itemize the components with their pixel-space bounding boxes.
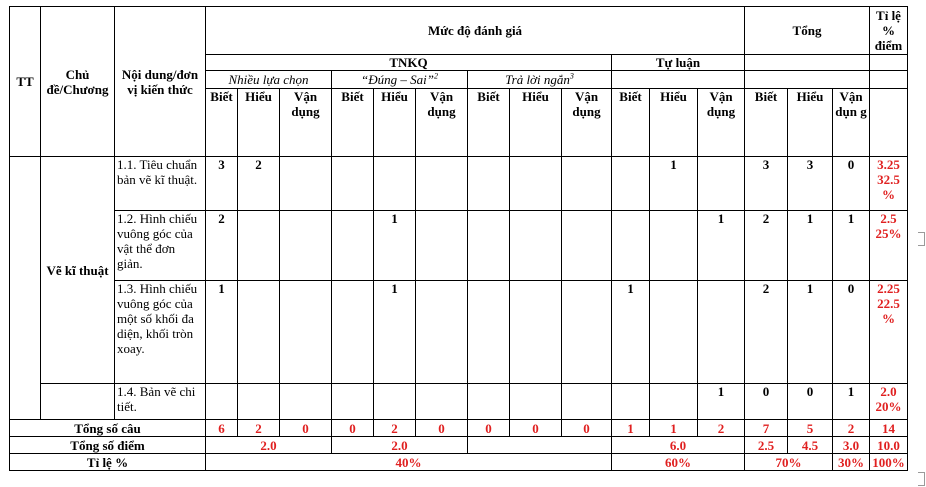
total-count-cell: 0 bbox=[416, 420, 468, 437]
count-cell bbox=[416, 211, 468, 281]
points-know: 2.5 bbox=[745, 437, 788, 454]
count-cell: 1 bbox=[650, 157, 698, 211]
count-cell bbox=[468, 281, 510, 384]
points-true-false: 2.0 bbox=[332, 437, 468, 454]
total-points-row bbox=[10, 437, 908, 454]
points-multiple-choice: 2.0 bbox=[206, 437, 332, 454]
header-tt: TT bbox=[10, 7, 41, 157]
total-count-cell: 0 bbox=[510, 420, 562, 437]
header-understand: Hiểu bbox=[374, 89, 416, 157]
chapter-cell bbox=[41, 384, 115, 420]
percent-apply: 30% bbox=[833, 454, 870, 471]
total-questions-row bbox=[10, 420, 908, 437]
count-cell bbox=[238, 211, 280, 281]
header-apply: Vận dụng bbox=[280, 89, 332, 157]
count-cell: 2 bbox=[745, 281, 788, 384]
header-know: Biết bbox=[206, 89, 238, 157]
content-cell: 1.3. Hình chiếu vuông góc của một số khối đa diện, khối tròn xoay. bbox=[115, 281, 206, 384]
count-cell bbox=[698, 281, 745, 384]
count-cell bbox=[332, 384, 374, 420]
percent-essay: 60% bbox=[612, 454, 745, 471]
header-know: Biết bbox=[745, 89, 788, 157]
total-count-cell: 1 bbox=[612, 420, 650, 437]
total-count-cell: 6 bbox=[206, 420, 238, 437]
total-count-cell: 0 bbox=[280, 420, 332, 437]
count-cell: 0 bbox=[745, 384, 788, 420]
edge-handle[interactable] bbox=[918, 472, 925, 486]
header-know: Biết bbox=[332, 89, 374, 157]
count-cell bbox=[238, 281, 280, 384]
total-count-cell: 1 bbox=[650, 420, 698, 437]
count-cell bbox=[612, 384, 650, 420]
count-cell: 1 bbox=[374, 211, 416, 281]
header-apply: Vận dụng bbox=[416, 89, 468, 157]
count-cell: 3 bbox=[206, 157, 238, 211]
count-cell bbox=[698, 157, 745, 211]
header-blank bbox=[870, 55, 908, 71]
ratio-cell: 2.25 22.5 % bbox=[870, 281, 908, 384]
count-cell bbox=[206, 384, 238, 420]
count-cell bbox=[332, 157, 374, 211]
points-essay: 6.0 bbox=[612, 437, 745, 454]
count-cell bbox=[612, 211, 650, 281]
count-cell: 1 bbox=[698, 384, 745, 420]
count-cell: 2 bbox=[206, 211, 238, 281]
header-ratio: Tỉ lệ % điểm bbox=[870, 7, 908, 55]
header-understand: Hiểu bbox=[650, 89, 698, 157]
percent-label: Tỉ lệ % bbox=[10, 454, 206, 471]
header-true-false: “Đúng – Sai”$^2$ bbox=[332, 71, 468, 89]
header-understand: Hiểu bbox=[510, 89, 562, 157]
count-cell: 1 bbox=[374, 281, 416, 384]
percent-total: 100% bbox=[870, 454, 908, 471]
count-cell: 0 bbox=[788, 384, 833, 420]
table-row bbox=[10, 211, 908, 281]
header-understand: Hiểu bbox=[238, 89, 280, 157]
total-points-label: Tổng số điểm bbox=[10, 437, 206, 454]
count-cell bbox=[280, 211, 332, 281]
ratio-cell: 2.0 20% bbox=[870, 384, 908, 420]
points-total: 10.0 bbox=[870, 437, 908, 454]
percent-know-understand: 70% bbox=[745, 454, 833, 471]
count-cell bbox=[280, 157, 332, 211]
count-cell bbox=[562, 157, 612, 211]
count-cell bbox=[416, 384, 468, 420]
percent-row bbox=[10, 454, 908, 471]
count-cell: 0 bbox=[833, 281, 870, 384]
header-content: Nội dung/đơn vị kiến thức bbox=[115, 7, 206, 157]
count-cell bbox=[612, 157, 650, 211]
count-cell: 3 bbox=[745, 157, 788, 211]
tt-cell bbox=[10, 157, 41, 420]
header-blank bbox=[745, 55, 870, 71]
header-know: Biết bbox=[468, 89, 510, 157]
total-questions-label: Tổng số câu bbox=[10, 420, 206, 437]
percent-tnkq: 40% bbox=[206, 454, 612, 471]
content-cell: 1.4. Bản vẽ chi tiết. bbox=[115, 384, 206, 420]
table-row bbox=[10, 384, 908, 420]
header-blank bbox=[870, 89, 908, 157]
header-apply: Vận dụng bbox=[562, 89, 612, 157]
header-apply: Vận dụng bbox=[698, 89, 745, 157]
total-count-cell: 2 bbox=[238, 420, 280, 437]
count-cell bbox=[332, 281, 374, 384]
count-cell bbox=[374, 157, 416, 211]
count-cell: 0 bbox=[833, 157, 870, 211]
content-cell: 1.1. Tiêu chuẩn bản vẽ kĩ thuật. bbox=[115, 157, 206, 211]
edge-handle[interactable] bbox=[918, 232, 925, 246]
count-cell: 1 bbox=[833, 384, 870, 420]
total-count-cell: 5 bbox=[788, 420, 833, 437]
header-short-answer: Trả lời ngắn$^3$ bbox=[468, 71, 612, 89]
total-count-cell: 2 bbox=[374, 420, 416, 437]
header-tnkq: TNKQ bbox=[206, 55, 612, 71]
content-cell: 1.2. Hình chiếu vuông góc của vật thể đơn giản. bbox=[115, 211, 206, 281]
count-cell: 1 bbox=[788, 211, 833, 281]
total-count-cell: 14 bbox=[870, 420, 908, 437]
count-cell bbox=[416, 157, 468, 211]
count-cell: 1 bbox=[206, 281, 238, 384]
count-cell: 1 bbox=[698, 211, 745, 281]
header-blank bbox=[870, 71, 908, 89]
count-cell bbox=[510, 384, 562, 420]
count-cell: 1 bbox=[612, 281, 650, 384]
total-count-cell: 0 bbox=[332, 420, 374, 437]
count-cell bbox=[510, 211, 562, 281]
count-cell bbox=[650, 211, 698, 281]
header-blank bbox=[745, 71, 870, 89]
ratio-cell: 3.25 32.5 % bbox=[870, 157, 908, 211]
count-cell bbox=[416, 281, 468, 384]
assessment-matrix-table bbox=[9, 6, 908, 471]
count-cell: 2 bbox=[238, 157, 280, 211]
header-essay: Tự luận bbox=[612, 55, 745, 71]
header-chapter: Chủ đề/Chương bbox=[41, 7, 115, 157]
points-apply: 3.0 bbox=[833, 437, 870, 454]
header-apply: Vận dụn g bbox=[833, 89, 870, 157]
count-cell bbox=[468, 384, 510, 420]
count-cell bbox=[332, 211, 374, 281]
header-total: Tổng bbox=[745, 7, 870, 55]
total-count-cell: 2 bbox=[698, 420, 745, 437]
table-row bbox=[10, 281, 908, 384]
count-cell: 1 bbox=[833, 211, 870, 281]
total-count-cell: 0 bbox=[468, 420, 510, 437]
chapter-cell: Vẽ kĩ thuật bbox=[41, 157, 115, 384]
count-cell bbox=[562, 384, 612, 420]
count-cell bbox=[468, 157, 510, 211]
count-cell bbox=[510, 157, 562, 211]
count-cell bbox=[562, 281, 612, 384]
header-know: Biết bbox=[612, 89, 650, 157]
count-cell bbox=[374, 384, 416, 420]
header-blank bbox=[612, 71, 745, 89]
count-cell bbox=[510, 281, 562, 384]
ratio-cell: 2.5 25% bbox=[870, 211, 908, 281]
table-row bbox=[10, 157, 908, 211]
header-assessment-level: Mức độ đánh giá bbox=[206, 7, 745, 55]
count-cell: 1 bbox=[788, 281, 833, 384]
total-count-cell: 0 bbox=[562, 420, 612, 437]
count-cell bbox=[562, 211, 612, 281]
total-count-cell: 2 bbox=[833, 420, 870, 437]
points-understand: 4.5 bbox=[788, 437, 833, 454]
total-count-cell: 7 bbox=[745, 420, 788, 437]
count-cell: 2 bbox=[745, 211, 788, 281]
count-cell bbox=[280, 384, 332, 420]
count-cell bbox=[280, 281, 332, 384]
count-cell bbox=[238, 384, 280, 420]
count-cell bbox=[650, 384, 698, 420]
count-cell: 3 bbox=[788, 157, 833, 211]
points-short-answer bbox=[468, 437, 612, 454]
count-cell bbox=[650, 281, 698, 384]
header-multiple-choice: Nhiều lựa chọn bbox=[206, 71, 332, 89]
count-cell bbox=[468, 211, 510, 281]
header-understand: Hiểu bbox=[788, 89, 833, 157]
